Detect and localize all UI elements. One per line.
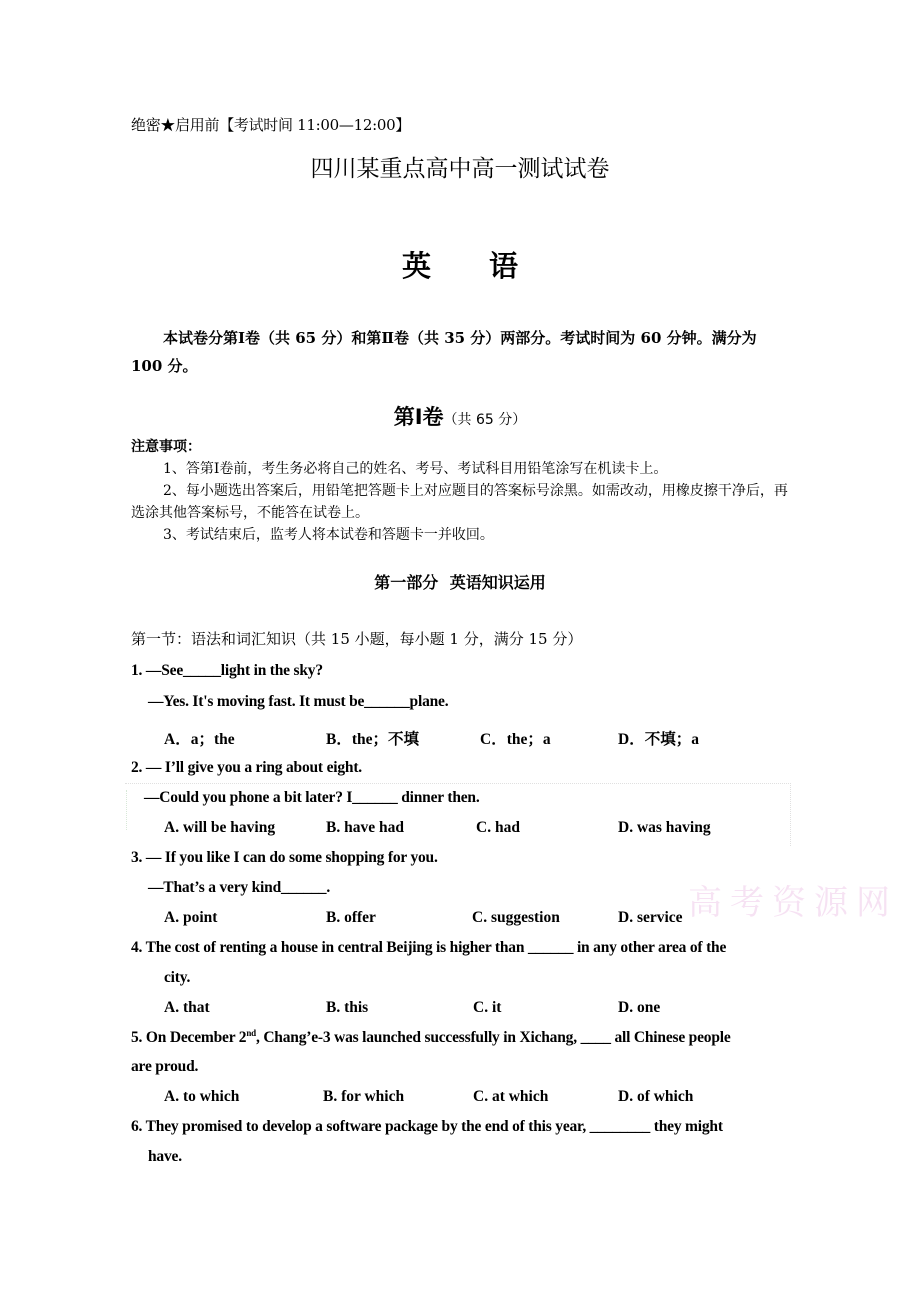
note-item: 3、考试结束后，监考人将本试卷和答题卡一并收回。: [163, 527, 494, 543]
question-number: 5.: [131, 1029, 143, 1047]
option-a: A. that: [164, 999, 210, 1016]
question-text: — I’ll give you a ring about eight.: [145, 759, 362, 776]
question-text: The cost of renting a house in central Beijing is higher than: [145, 939, 528, 956]
option-c: C. it: [473, 999, 502, 1016]
answer-blank: _____: [183, 662, 221, 679]
option-b: B. have had: [326, 819, 404, 836]
question-2-line-2: [144, 789, 480, 807]
question-text: all Chinese people: [610, 1029, 731, 1047]
answer-blank: ________: [589, 1118, 651, 1135]
question-text: — If you like I can do some shopping for you.: [145, 849, 438, 866]
question-text: in any other area of the: [573, 939, 727, 956]
option-b: B．the；不填: [326, 731, 420, 748]
option-d: D. service: [618, 909, 683, 926]
question-text: dinner then.: [397, 789, 480, 806]
question-6-line-1: [131, 1118, 723, 1136]
question-text: On December 2: [145, 1029, 247, 1047]
question-5-line-2: are proud.: [131, 1058, 199, 1075]
option-d: D. one: [618, 999, 661, 1016]
school-title: 四川某重点高中高一测试试卷: [310, 156, 610, 182]
option-d: D．不填；a: [618, 731, 699, 748]
exam-intro: 本试卷分第Ⅰ卷（共 65 分）和第Ⅱ卷（共 35 分）两部分。考试时间为 60 分钟。满分为 100 分。: [131, 329, 757, 375]
option-a: A．a；the: [164, 731, 235, 748]
question-number: 2.: [131, 759, 143, 776]
question-text: —See: [145, 662, 184, 679]
option-a: A. point: [164, 909, 218, 926]
option-a: A. to which: [164, 1088, 240, 1105]
question-text: —Yes. It's moving fast. It must be: [148, 693, 365, 710]
section-title: 第一节：语法和词汇知识（共 15 小题，每小题 1 分，满分 15 分）: [131, 630, 583, 648]
answer-blank: ______: [364, 693, 410, 710]
watermark: 高考资源网: [688, 883, 898, 923]
option-c: C．the；a: [480, 731, 551, 748]
volume-score: （共 65 分）: [443, 412, 527, 428]
subject-title: 英 语: [401, 249, 519, 283]
option-b: B. offer: [326, 909, 376, 926]
question-text: —That’s a very kind: [148, 879, 281, 896]
question-5-line-1: [131, 1028, 731, 1047]
answer-blank: ______: [281, 879, 327, 896]
question-text: light in the sky?: [220, 662, 323, 679]
option-d: D. of which: [618, 1088, 694, 1105]
question-text: They promised to develop a software package by the end of this year,: [145, 1118, 590, 1135]
question-3-line-2: [148, 879, 330, 897]
notes-heading: 注意事项：: [131, 439, 201, 455]
option-a: A. will be having: [164, 819, 276, 836]
question-text: , Chang’e-3 was launched successfully in Xichang,: [255, 1029, 581, 1047]
question-1-line-1: [131, 662, 323, 680]
question-text: —Could you phone a bit later? I: [144, 789, 353, 806]
question-2-line-1: [131, 759, 362, 777]
note-item: 2、每小题选出答案后，用铅笔把答题卡上对应题目的答案标号涂黑。如需改动，用橡皮擦干净后，再选涂其他答案标号，不能答在试卷上。: [131, 483, 788, 521]
option-c: C. at which: [473, 1088, 549, 1105]
confidential-label: 绝密★启用前【考试时间 11:00—12:00】: [131, 116, 411, 134]
option-d: D. was having: [618, 819, 711, 836]
question-1-line-2: [148, 693, 448, 711]
question-text: plane.: [409, 693, 449, 710]
volume-label: 第Ⅰ卷: [393, 405, 444, 429]
volume-title: [0, 401, 920, 431]
part-title: 第一部分 英语知识运用: [374, 573, 546, 592]
answer-blank: ______: [527, 939, 574, 956]
option-c: C. suggestion: [472, 909, 560, 926]
option-c: C. had: [476, 819, 520, 836]
question-number: 1.: [131, 662, 143, 679]
note-item: 1、答第Ⅰ卷前，考生务必将自己的姓名、考号、考试科目用铅笔涂写在机读卡上。: [163, 461, 668, 477]
question-number: 4.: [131, 939, 143, 956]
option-b: B. for which: [323, 1088, 405, 1105]
question-3-line-1: [131, 849, 438, 867]
option-b: B. this: [326, 999, 369, 1016]
question-4-line-1: [131, 939, 726, 957]
ordinal-suffix: nd: [246, 1028, 256, 1038]
question-text: they might: [650, 1118, 723, 1135]
answer-blank: ______: [352, 789, 398, 806]
question-4-line-2: city.: [164, 969, 191, 986]
notes-list: [131, 458, 791, 546]
question-number: 3.: [131, 849, 143, 866]
question-text: .: [326, 879, 330, 896]
question-number: 6.: [131, 1118, 143, 1135]
question-6-line-2: have.: [148, 1148, 182, 1165]
answer-blank: ____: [580, 1029, 611, 1047]
dotted-frame-left: [126, 790, 127, 830]
